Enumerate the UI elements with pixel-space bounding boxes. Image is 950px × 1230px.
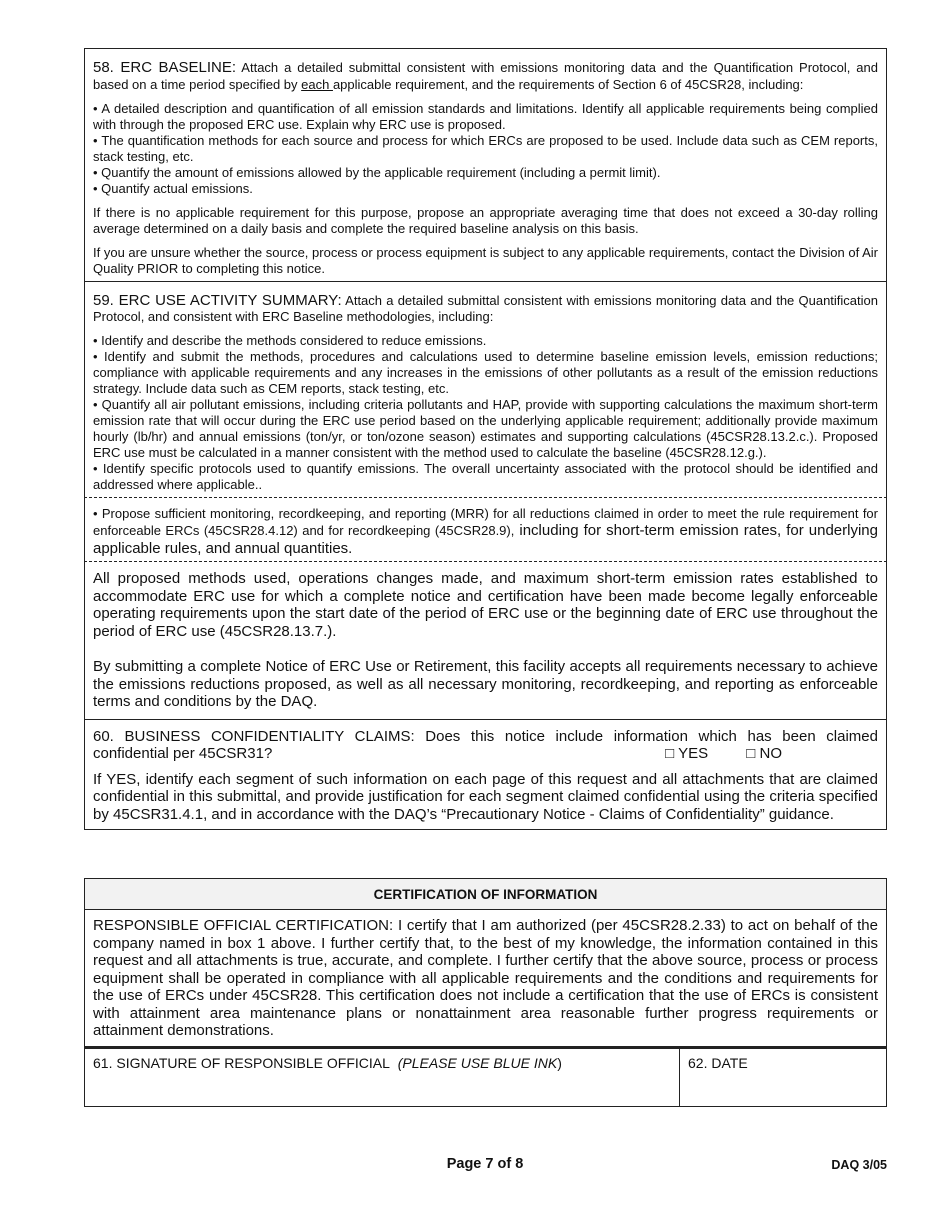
- page-number: Page 7 of 8: [446, 1156, 524, 1172]
- section-59-bullet: • Identify specific protocols used to quantify emissions. The overall uncertainty associated with the protocol should be identified and addressed where applicable..: [93, 461, 878, 492]
- checkbox-icon: □: [665, 745, 675, 762]
- section-58-bullet: • The quantification methods for each source and process for which ERCs are proposed to be used. Include data such as CEM reports, stack testing, etc.: [93, 132, 878, 164]
- section-58-lead: 58. ERC BASELINE:: [93, 59, 237, 76]
- certification-heading: CERTIFICATION OF INFORMATION: [84, 878, 887, 910]
- section-59-bullet: • Quantify all air pollutant emissions, including criteria pollutants and HAP, provide with supporting calculations the maximum short-term emission rate that will occur during the ERC use period based on the underlying applicable requirement; additionally provide maximum hourly (lb/hr) and annual emissions (ton/yr, or ton/ozone season) estimates and supporting calculations (45CSR28.13.2.c.). Proposed ERC use must be calculated in a manner consistent with the method used to calculate the baseline (45CSR28.12.g.).: [93, 397, 878, 460]
- yes-checkbox[interactable]: [665, 745, 708, 762]
- section-58-bullet: • Quantify actual emissions.: [93, 180, 253, 196]
- form-revision: DAQ 3/05: [831, 1158, 887, 1172]
- date-field[interactable]: [680, 1049, 886, 1106]
- section-59-mrr: [84, 498, 887, 562]
- section-59-mrr-text: • Propose sufficient monitoring, recordkeeping, and reporting (MRR) for all reductions claimed in order to meet the rule requirement for enforceable ERCs (45CSR28.4.12) and for recordkeeping (45CSR28.9), including for short-term emission rates, for underlying applicable rules, and annual quantities.: [93, 506, 878, 557]
- section-59-erc-use-summary: [84, 282, 887, 499]
- section-58-contact-note: If you are unsure whether the source, process or process equipment is subject to any applicable requirements, contact the Division of Air Quality PRIOR to completing this notice.: [93, 244, 878, 276]
- yes-label: YES: [678, 745, 709, 762]
- section-59-bullet: • Identify and describe the methods considered to reduce emissions.: [93, 333, 487, 348]
- checkbox-icon: □: [746, 745, 756, 762]
- notice-form: [84, 48, 887, 830]
- section-59-enforceable: [84, 562, 887, 720]
- section-58-intro: 58. ERC BASELINE: Attach a detailed submittal consistent with emissions monitoring data and the Quantification Protocol, and based on a time period specified by each applicable requirement, and the requirements of Section 6 of 45CSR28, including:: [93, 59, 878, 92]
- submission-paragraph: By submitting a complete Notice of ERC Use or Retirement, this facility accepts all requirements necessary to achieve the emissions reductions proposed, as well as all necessary monitoring, recordkeeping, and reporting as enforceable terms and conditions by the DAQ.: [93, 658, 878, 710]
- section-58-bullet: • A detailed description and quantification of all emission standards and limitations. Identify all applicable requirements being complied with through the proposed ERC use. Explain why ERC use is proposed.: [93, 100, 878, 132]
- section-59-lead: 59. ERC USE ACTIVITY SUMMARY:: [93, 291, 342, 309]
- section-58-bullet: • Quantify the amount of emissions allowed by the applicable requirement (including a permit limit).: [93, 164, 661, 180]
- signature-row: [84, 1047, 887, 1107]
- section-60-confidentiality: [84, 720, 887, 831]
- signature-field[interactable]: 61. SIGNATURE OF RESPONSIBLE OFFICIAL (PLEASE USE BLUE INK): [85, 1049, 680, 1106]
- section-59-bullet: • Identify and submit the methods, procedures and calculations used to determine baseline emission levels, emission reductions; compliance with applicable requirements and any increases in the emissions of other pollutants as a result of the emission reductions strategy. Include data such as CEM reports, stack testing, etc.: [93, 349, 878, 396]
- section-58-erc-baseline: [84, 48, 887, 282]
- no-checkbox[interactable]: [746, 745, 782, 762]
- certification-text: RESPONSIBLE OFFICIAL CERTIFICATION: I certify that I am authorized (per 45CSR28.2.33) to act on behalf of the company named in box 1 above. I further certify that, to the best of my knowledge, the information contained in this request and all attachments is true, accurate, and complete. I further certify that the above source, process or process equipment shall be operated in compliance with all applicable requirements and the conditions and requirements for the use of ERCs under 45CSR28. This certification does not include a certification that the use of ERCs is consistent with attainment area maintenance plans or nonattainment area reasonable further progress requirements or attainment demonstrations.: [93, 917, 878, 1039]
- enforceable-paragraph: All proposed methods used, operations changes made, and maximum short-term emission rates established to accommodate ERC use for which a complete notice and certification have been made become legally enforceable operating requirements upon the start date of the period of ERC use or the beginning date of ERC use throughout the period of ERC use (45CSR28.13.7.).: [93, 570, 878, 640]
- date-label: 62. DATE: [688, 1054, 748, 1071]
- confidentiality-options: [665, 745, 782, 763]
- confidentiality-question: 60. BUSINESS CONFIDENTIALITY CLAIMS: Does this notice include information which has been claimed confidential per 45CSR31? □ YES □ NO: [93, 727, 878, 762]
- certification-body: [84, 910, 887, 1047]
- section-58-averaging-note: If there is no applicable requirement for this purpose, propose an appropriate averaging time that does not exceed a 30-day rolling average determined on a daily basis and complete the required baseline analysis on this basis.: [93, 204, 878, 236]
- signature-label: 61. SIGNATURE OF RESPONSIBLE OFFICIAL: [93, 1054, 390, 1071]
- signature-note: (PLEASE USE BLUE INK: [397, 1054, 558, 1071]
- section-59-intro: 59. ERC USE ACTIVITY SUMMARY: Attach a detailed submittal consistent with emissions monitoring data and the Quantification Protocol, and consistent with ERC Baseline methodologies, including:: [93, 291, 879, 324]
- no-label: NO: [759, 745, 782, 762]
- certification-section: [84, 878, 887, 1107]
- confidentiality-instructions: If YES, identify each segment of such information on each page of this request and all attachments that are claimed confidential in this submittal, and provide justification for each segment claimed confidential using the criteria specified by 45CSR31.4.1, and in accordance with the DAQ’s “Precautionary Notice - Claims of Confidentiality” guidance.: [93, 770, 878, 823]
